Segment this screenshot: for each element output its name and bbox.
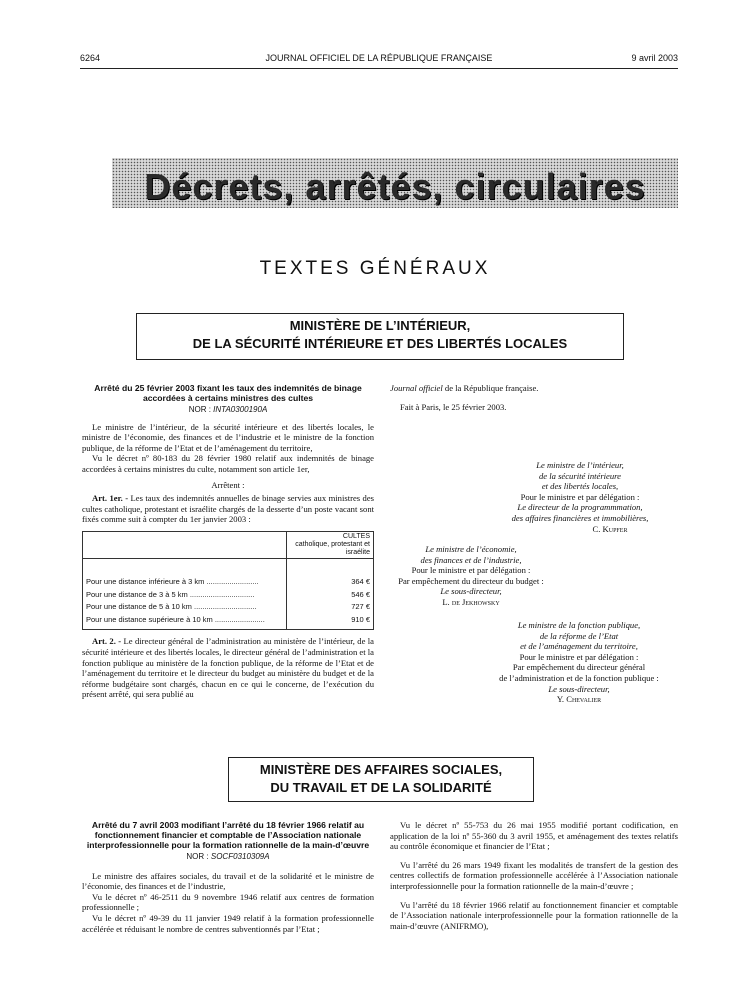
- arrete1-vu: Vu le décret nº 80-183 du 28 février 1980 relatif aux indemnités de binage accordées à certains ministres du culte, notamment son article 1er,: [82, 453, 374, 474]
- arrete2-right-column: [390, 820, 678, 931]
- signature-economy: [386, 544, 556, 608]
- sig-line: des finances et de l’industrie,: [420, 554, 522, 565]
- sig-line: Le sous-directeur,: [440, 586, 502, 597]
- arrete2-left-column: [82, 820, 374, 934]
- sig-line: et de l’aménagement du territoire,: [520, 641, 638, 652]
- table-row: [83, 614, 374, 630]
- ministry-social-affairs-box: [228, 757, 534, 802]
- sig-name: L. de Jekhowsky: [442, 596, 500, 607]
- arrete2-preamble: Le ministre des affaires sociales, du travail et de la solidarité et le ministre de l’économie, des finances et de l’industrie,: [82, 870, 374, 892]
- table-cell-label: [83, 601, 287, 614]
- sig-line: Pour le ministre et par délégation :: [519, 651, 639, 662]
- table-row: [83, 589, 374, 602]
- arrete1-article2: [82, 636, 374, 700]
- ministry-line-1: MINISTÈRE DES AFFAIRES SOCIALES,: [259, 762, 503, 777]
- sig-line: Pour le ministre et par délégation :: [520, 491, 640, 502]
- row-label: Pour une distance inférieure à 3 km .........................: [86, 576, 259, 586]
- arrete2-vu: Vu l’arrêté du 26 mars 1949 fixant les modalités de transfert de la gestion des centres collectifs de formation professionnelle accélérée à l’Association nationale interprofessionnelle pour la formation rationnelle de la main-d’œuvre ;: [390, 859, 678, 891]
- arrete1-article2-continued: [390, 383, 678, 394]
- table-cell-value: [287, 589, 374, 602]
- art1-text: Les taux des indemnités annuelles de binage servies aux ministres des cultes catholique, protestant et israélite chargés de la desserte d’un poste vacant sont fixés comme suit à compter du 1er janvier 2003 :: [82, 493, 374, 525]
- table-header-empty: [83, 531, 287, 558]
- arrete1-left-column: [82, 383, 374, 700]
- arrete1-nor: [82, 405, 374, 416]
- nor-code: SOCF0310309A: [210, 852, 270, 861]
- row-value: 727 €: [351, 602, 370, 612]
- sig-line: Le ministre de l’économie,: [425, 544, 517, 554]
- table-cell-value: [287, 614, 374, 630]
- issue-date: 9 avril 2003: [631, 53, 678, 63]
- arrete1-fait: Fait à Paris, le 25 février 2003.: [400, 401, 507, 412]
- sig-line: de la sécurité intérieure: [538, 470, 621, 481]
- ministry-interior-box: [136, 313, 624, 360]
- art2-label: Art. 2. -: [92, 636, 122, 647]
- sig-line: de la réforme de l’Etat: [539, 630, 619, 641]
- row-label: Pour une distance de 3 à 5 km ...............................: [86, 589, 255, 599]
- sig-line: Par empêchement du directeur général: [512, 662, 646, 673]
- table-cell-label: [83, 614, 287, 630]
- header-rule: [80, 68, 678, 69]
- arrete2-vu: Vu le décret nº 49-39 du 11 janvier 1949 relatif à la formation professionnelle accélérée et réduisant le nombre de centres subventionnés par l’Etat ;: [82, 912, 374, 934]
- sig-line: Le ministre de la fonction publique,: [517, 620, 641, 630]
- row-label: Pour une distance supérieure à 10 km ........................: [86, 614, 265, 624]
- arrete2-vu: Vu le décret nº 55-753 du 26 mai 1955 modifié portant codification, en application de la loi nº 55-360 du 3 avril 1955, et aménagement des textes relatifs au contrôle économique et financier de l’Etat ;: [390, 820, 678, 852]
- signature-interior: [480, 460, 680, 534]
- signature-public-service: [470, 620, 688, 705]
- rates-table: [82, 531, 374, 630]
- table-header-cults: [287, 531, 374, 558]
- ministry-line-1: MINISTÈRE DE L’INTÉRIEUR,: [289, 318, 471, 333]
- page-number: 6264: [80, 53, 101, 63]
- table-row: [83, 558, 374, 588]
- arrete1-preamble: Le ministre de l’intérieur, de la sécurité intérieure et des libertés locales, le ministre de l’économie, des finances et de l’industrie et le ministre de la fonction publique, de la réforme de l’Etat et de l’aménagement du territoire,: [82, 421, 374, 453]
- arrete2-vu: Vu l’arrêté du 18 février 1966 relatif au fonctionnement financier et comptable de l’Association nationale interprofessionnelle pour la formation rationnelle de la main-d’œuvre (ANIFRMO),: [390, 899, 678, 931]
- sig-line: Par empêchement du directeur du budget :: [398, 575, 544, 586]
- art2-text: Le directeur général de l’administration au ministère de l’intérieur, de la sécurité intérieure et des libertés locales, le directeur général de l’administration et la fonction publique au ministère de la fonction publique, de la réforme de l’Etat et de l’aménagement du territoire et le directeur du budget au ministère du budget et de la réforme budgétaire sont chargés, chacun en ce qui le concerne, de l’exécution du présent arrêté, qui sera publié au: [82, 636, 374, 700]
- ministry-line-2: DU TRAVAIL ET DE LA SOLIDARITÉ: [270, 780, 492, 795]
- table-cell-label: [83, 589, 287, 602]
- sig-name: C. Kupfer: [592, 523, 628, 534]
- arrete2-title: Arrêté du 7 avril 2003 modifiant l’arrêté du 18 février 1966 relatif au fonctionnement financier et comptable de l’Association nationale interprofessionnelle pour la formation rationnelle de la main-d’œuvre: [86, 820, 370, 850]
- sig-line: des affaires financières et immobilières,: [511, 512, 649, 523]
- arrete1-article1: [82, 493, 374, 525]
- sig-line: Pour le ministre et par délégation :: [411, 565, 531, 576]
- nor-label: NOR :: [188, 405, 211, 414]
- sig-line: Le directeur de la programmmation,: [517, 502, 643, 513]
- table-header-subtitle: catholique, protestant et israélite: [295, 540, 370, 556]
- journal-officiel-ref: Journal officiel: [390, 383, 443, 393]
- nor-label: NOR :: [186, 852, 209, 861]
- table-header-title: CULTES: [342, 532, 370, 540]
- art1-label: Art. 1er. -: [92, 493, 129, 504]
- sig-name: Y. Chevalier: [556, 694, 602, 705]
- ministry-line-2: DE LA SÉCURITÉ INTÉRIEURE ET DES LIBERTÉS LOCALES: [192, 336, 568, 351]
- table-cell-value: [287, 601, 374, 614]
- nor-code: INTA0300190A: [213, 405, 268, 414]
- sig-line: et des libertés locales,: [541, 481, 619, 492]
- table-header-row: [83, 531, 374, 558]
- section-title: TEXTES GÉNÉRAUX: [259, 258, 491, 279]
- running-header: [80, 53, 678, 67]
- arrete1-title: Arrêté du 25 février 2003 fixant les taux des indemnités de binage accordées à certains ministres des cultes: [94, 383, 362, 403]
- banner-title: Décrets, arrêtés, circulaires: [144, 166, 646, 207]
- table-cell-value: [287, 558, 374, 588]
- row-value: 364 €: [351, 576, 370, 586]
- journal-title: JOURNAL OFFICIEL DE LA RÉPUBLIQUE FRANÇAISE: [265, 53, 493, 63]
- row-value: 910 €: [351, 614, 370, 624]
- table-row: [83, 601, 374, 614]
- row-value: 546 €: [351, 589, 370, 599]
- table-cell-label: [83, 558, 287, 588]
- sig-line: Le sous-directeur,: [548, 683, 610, 694]
- art2-end: de la République française.: [444, 383, 539, 393]
- arrete1-arretent: Arrêtent :: [211, 479, 245, 490]
- arrete2-nor: [82, 852, 374, 863]
- arrete1-right-column: [390, 383, 678, 412]
- row-label: Pour une distance de 5 à 10 km ..............................: [86, 602, 257, 612]
- sig-line: de l’administration et de la fonction publique :: [499, 672, 659, 683]
- sig-line: Le ministre de l’intérieur,: [536, 460, 624, 470]
- arrete2-vu: Vu le décret nº 46-2511 du 9 novembre 1946 relatif aux centres de formation professionnelle ;: [82, 891, 374, 913]
